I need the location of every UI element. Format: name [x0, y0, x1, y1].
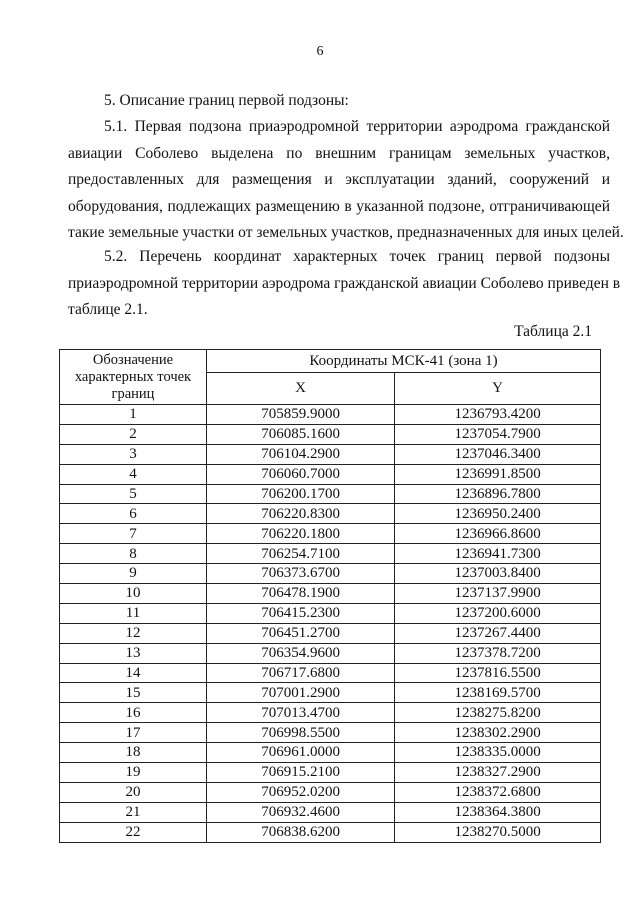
point-number-cell: 21	[60, 802, 207, 822]
table-body	[60, 405, 601, 843]
coord-x-cell: 706961.0000	[207, 743, 395, 763]
paragraph-line: авиации Соболево выделена по внешним границам земельных участков,	[68, 144, 610, 162]
coord-x-cell: 706998.5500	[207, 723, 395, 743]
coord-x-cell: 706354.9600	[207, 643, 395, 663]
coord-x-cell: 706254.7100	[207, 544, 395, 564]
header-coordinates: Координаты МСК-41 (зона 1)	[207, 350, 601, 373]
table-row	[60, 564, 601, 584]
table-row	[60, 603, 601, 623]
coord-x-cell: 706478.1900	[207, 584, 395, 604]
header-y: Y	[395, 373, 601, 405]
coord-x-cell: 706085.1600	[207, 424, 395, 444]
coord-y-cell: 1236991.8500	[395, 464, 601, 484]
table-row	[60, 504, 601, 524]
table-row	[60, 703, 601, 723]
coord-y-cell: 1237378.7200	[395, 643, 601, 663]
coord-x-cell: 705859.9000	[207, 405, 395, 425]
coord-x-cell: 706451.2700	[207, 623, 395, 643]
table-row	[60, 405, 601, 425]
coord-x-cell: 706717.6800	[207, 663, 395, 683]
point-number-cell: 6	[60, 504, 207, 524]
point-number-cell: 9	[60, 564, 207, 584]
coord-y-cell: 1238364.3800	[395, 802, 601, 822]
paragraph-5-2	[68, 244, 621, 324]
table-row	[60, 663, 601, 683]
paragraph-line: такие земельные участки от земельных участков, предназначенных для иных целей.	[68, 224, 624, 241]
point-number-cell: 14	[60, 663, 207, 683]
coord-x-cell: 706952.0200	[207, 782, 395, 802]
paragraph-line: таблице 2.1.	[68, 301, 148, 318]
point-number-cell: 2	[60, 424, 207, 444]
point-number-cell: 19	[60, 763, 207, 783]
point-number-cell: 11	[60, 603, 207, 623]
table-row	[60, 544, 601, 564]
table-row	[60, 822, 601, 842]
coord-y-cell: 1236896.7800	[395, 484, 601, 504]
coord-x-cell: 706220.1800	[207, 524, 395, 544]
paragraph-line: предоставленных для размещения и эксплуатации зданий, сооружений и	[68, 171, 610, 188]
point-number-cell: 10	[60, 584, 207, 604]
point-number-cell: 8	[60, 544, 207, 564]
coord-y-cell: 1237267.4400	[395, 623, 601, 643]
coord-x-cell: 706838.6200	[207, 822, 395, 842]
table-row	[60, 802, 601, 822]
table-row	[60, 424, 601, 444]
table-row	[60, 683, 601, 703]
coord-x-cell: 706060.7000	[207, 464, 395, 484]
point-number-cell: 18	[60, 743, 207, 763]
point-number-cell: 1	[60, 405, 207, 425]
coord-y-cell: 1236941.7300	[395, 544, 601, 564]
paragraph-5-1	[68, 114, 624, 247]
point-number-cell: 13	[60, 643, 207, 663]
point-number-cell: 22	[60, 822, 207, 842]
coord-x-cell: 707001.2900	[207, 683, 395, 703]
paragraph-line: оборудования, подлежащих размещению в указанной подзоне, отграничивающей	[68, 197, 610, 215]
table-row	[60, 524, 601, 544]
page-number: 6	[316, 44, 324, 59]
coord-x-cell: 706104.2900	[207, 444, 395, 464]
table-row	[60, 782, 601, 802]
coord-y-cell: 1236793.4200	[395, 405, 601, 425]
section-heading: 5. Описание границ первой подзоны:	[104, 92, 349, 109]
paragraph-line: 5.1. Первая подзона приаэродромной территории аэродрома гражданской	[104, 118, 610, 135]
point-number-cell: 12	[60, 623, 207, 643]
coord-y-cell: 1236950.2400	[395, 504, 601, 524]
coordinates-table	[59, 349, 601, 843]
table-row	[60, 484, 601, 504]
table-row	[60, 763, 601, 783]
header-x: X	[207, 373, 395, 405]
coord-y-cell: 1238372.6800	[395, 782, 601, 802]
coord-y-cell: 1236966.8600	[395, 524, 601, 544]
point-number-cell: 5	[60, 484, 207, 504]
coord-y-cell: 1238327.2900	[395, 763, 601, 783]
paragraph-line: 5.2. Перечень координат характерных точек границ первой подзоны	[104, 248, 610, 265]
coord-y-cell: 1237200.6000	[395, 603, 601, 623]
table-row	[60, 743, 601, 763]
point-number-cell: 17	[60, 723, 207, 743]
table-row	[60, 723, 601, 743]
coord-y-cell: 1238275.8200	[395, 703, 601, 723]
point-number-cell: 7	[60, 524, 207, 544]
coord-x-cell: 706220.8300	[207, 504, 395, 524]
coord-x-cell: 707013.4700	[207, 703, 395, 723]
header-designation: Обозначение характерных точек границ	[60, 350, 207, 405]
table-row	[60, 464, 601, 484]
coord-y-cell: 1238302.2900	[395, 723, 601, 743]
coord-x-cell: 706200.1700	[207, 484, 395, 504]
coord-x-cell: 706415.2300	[207, 603, 395, 623]
point-number-cell: 15	[60, 683, 207, 703]
table-caption: Таблица 2.1	[514, 323, 592, 340]
table-row	[60, 584, 601, 604]
point-number-cell: 3	[60, 444, 207, 464]
coord-y-cell: 1237054.7900	[395, 424, 601, 444]
point-number-cell: 16	[60, 703, 207, 723]
coord-y-cell: 1238270.5000	[395, 822, 601, 842]
table-header-row	[60, 350, 601, 373]
point-number-cell: 4	[60, 464, 207, 484]
coord-y-cell: 1238169.5700	[395, 683, 601, 703]
coord-x-cell: 706932.4600	[207, 802, 395, 822]
table-row	[60, 623, 601, 643]
coord-y-cell: 1237046.3400	[395, 444, 601, 464]
coord-y-cell: 1237003.8400	[395, 564, 601, 584]
point-number-cell: 20	[60, 782, 207, 802]
coord-x-cell: 706915.2100	[207, 763, 395, 783]
paragraph-line: приаэродромной территории аэродрома гражданской авиации Соболево приведен в	[68, 274, 621, 292]
coord-y-cell: 1237137.9900	[395, 584, 601, 604]
coord-x-cell: 706373.6700	[207, 564, 395, 584]
table-row	[60, 643, 601, 663]
table-row	[60, 444, 601, 464]
coord-y-cell: 1237816.5500	[395, 663, 601, 683]
coord-y-cell: 1238335.0000	[395, 743, 601, 763]
